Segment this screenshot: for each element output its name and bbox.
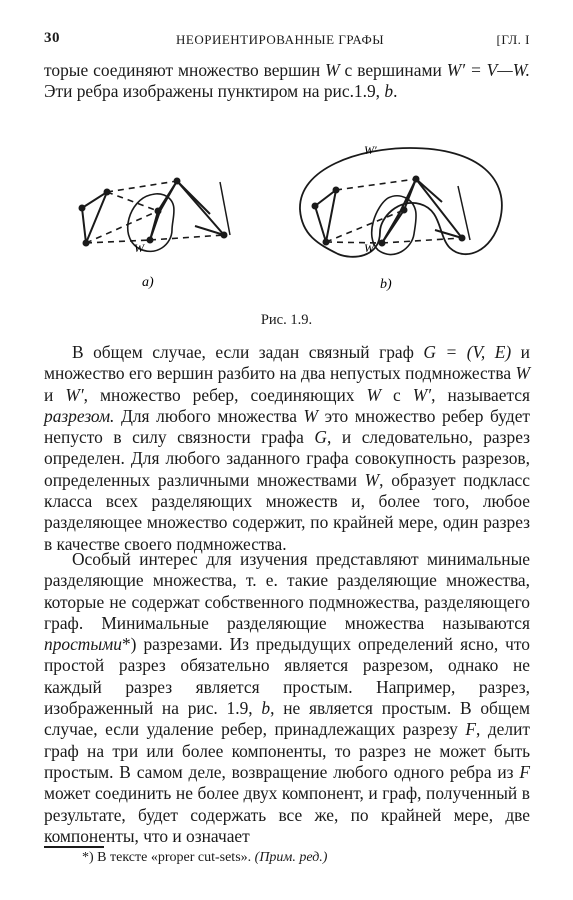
subfigure-b-label: b) — [380, 277, 392, 292]
running-title: НЕОРИЕНТИРОВАННЫЕ ГРАФЫ — [176, 32, 385, 47]
figure-caption: Рис. 1.9. — [260, 312, 313, 328]
graph-b — [300, 148, 502, 257]
paragraph-cut-definition: В общем случае, если задан связный граф G = (V, E) и множество его вершин разбито на два непустых подмножества W и W′, множество ребер, соединяющих W с W′, называется разрезом. Для любого множества W это множество ребер будет непусто в силу связности графа G, и следовательно, разрез определен. Для любого заданного графа совокупность разрезов, определенных различными множествами W, образует подкласс класса всех разделяющих множеств и, более того, любое разделяющее множество содержит, по крайней мере, один разрез в качестве своего подмножества. — [44, 342, 531, 554]
subfigure-a-label: a) — [142, 275, 154, 290]
term-cut: разрезом. — [44, 405, 115, 426]
term-simple: простыми — [44, 634, 122, 655]
figure-1-9 — [60, 140, 520, 300]
graph-b-label-Wprime: W′ — [364, 143, 377, 157]
footnote-mark: *) — [82, 850, 94, 865]
graph-a-label-W: W — [134, 241, 144, 255]
page-number: 30 — [44, 30, 60, 46]
graph-b-label-W: W — [364, 241, 374, 255]
footnote: *) В тексте «proper cut-sets». (Прим. ред.) — [82, 850, 328, 865]
footnote-marker: *) — [121, 634, 137, 655]
footnote-divider — [44, 846, 104, 848]
running-header — [44, 30, 530, 50]
chapter-marker: [ГЛ. I — [496, 32, 530, 47]
intro-paragraph: торые соединяют множество вершин W с вершинами W′ = V—W. Эти ребра изображены пунктиром на рис.1.9, b. — [44, 60, 530, 102]
paragraph-simple-cuts: Особый интерес для изучения представляют минимальные разделяющие множества, т. е. такие разделяющие множества, которые не содержат собственного подмножества, разделяющего граф. Минимальные разделяющие множества называются простыми*) разрезами. Из предыдущих определений ясно, что простой разрез обязательно является разрезом, однако не каждый разрез является простым. Например, разрез, изображенный на рис. 1.9, b, не является простым. В общем случае, если удаление ребер, принадлежащих разрезу F, делит граф на три или более компоненты, то разрез не может быть простым. В самом деле, возвращение любого одного ребра из F может соединить не более двух компонент, и граф, полученный в результате, будет содержать все же, по крайней мере, две компоненты, что и означает — [44, 549, 530, 846]
